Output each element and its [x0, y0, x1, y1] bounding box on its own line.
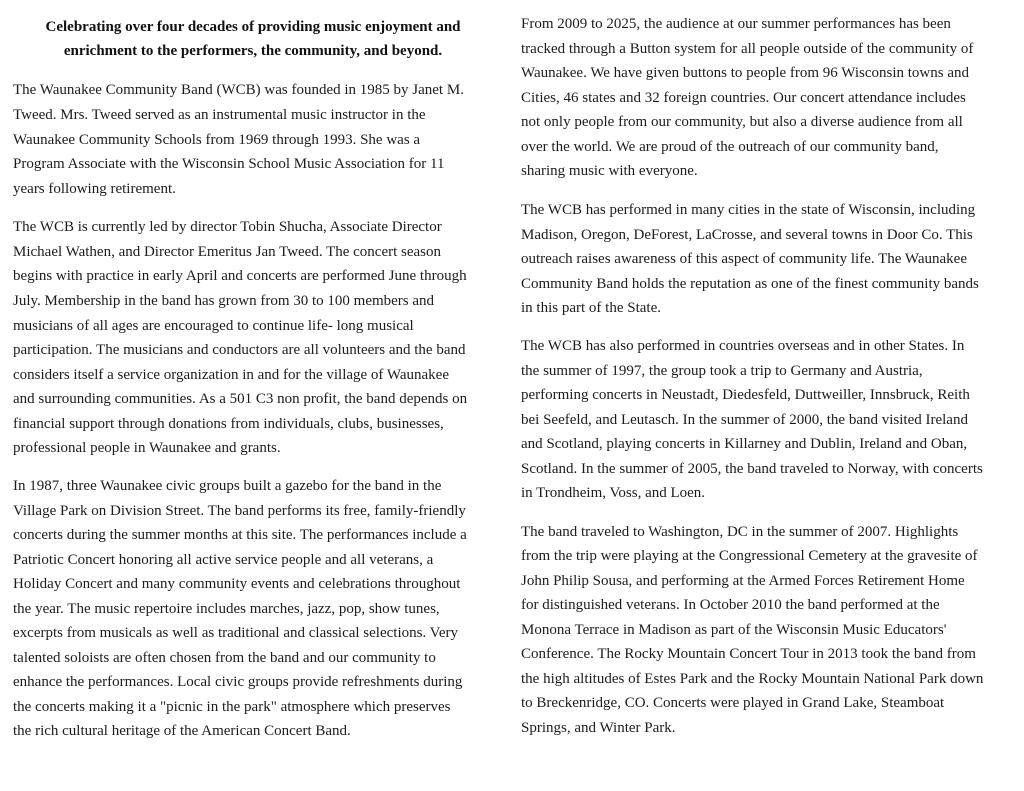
text-line: Conference. The Rocky Mountain Concert Tour in 2013 took the band from [521, 646, 976, 662]
text-line: begins with practice in early April and concerts are performed June through [13, 268, 467, 284]
text-line: the rich cultural heritage of the American Concert Band. [13, 723, 351, 739]
text-line: the year. The music repertoire includes marches, jazz, pop, show tunes, [13, 601, 440, 617]
text-line: Tweed. Mrs. Tweed served as an instrumental music instructor in the [13, 107, 426, 123]
text-line: July. Membership in the band has grown from 30 to 100 members and [13, 293, 435, 309]
text-line: The WCB has performed in many cities in the state of Wisconsin, including [521, 202, 976, 218]
text-line: Holiday Concert and many community events and celebrations throughout [13, 576, 461, 592]
text-line: The WCB has also performed in countries overseas and in other States. In [521, 338, 965, 354]
text-line: enhance the performances. Local civic groups provide refreshments during [13, 674, 463, 690]
heading-line-1: Celebrating over four decades of providing music enjoyment and [45, 19, 461, 35]
text-line: and surrounding communities. As a 501 C3 non profit, the band depends on [13, 391, 468, 407]
text-line: for distinguished veterans. In October 2010 the band performed at the [521, 597, 940, 613]
text-line: over the world. We are proud of the outreach of our community band, [521, 139, 939, 155]
text-line: In 1987, three Waunakee civic groups built a gazebo for the band in the [13, 478, 442, 494]
text-line: The WCB is currently led by director Tobin Shucha, Associate Director [13, 219, 442, 235]
text-line: Waunakee. We have given buttons to people from 96 Wisconsin towns and [521, 65, 970, 81]
text-line: concerts during the summer months at this site. The performances include a [13, 527, 467, 543]
text-line: bei Seefeld, and Leutasch. In the summer of 2000, the band visited Ireland [521, 412, 968, 428]
text-line: not only people from our community, but also a diverse audience from all [521, 114, 963, 130]
text-line: professional people in Waunakee and grants. [13, 440, 281, 456]
text-line: Scotland. In the summer of 2005, the band traveled to Norway, with concerts [521, 461, 983, 477]
text-line: excerpts from musicals as well as traditional and classical selections. Very [13, 625, 459, 641]
text-line: participation. The musicians and conductors are all volunteers and the band [13, 342, 466, 358]
text-line: the summer of 1997, the group took a trip to Germany and Austria, [521, 363, 923, 379]
text-line: talented soloists are often chosen from the band and our community to [13, 650, 436, 666]
text-line: the high altitudes of Estes Park and the Rocky Mountain National Park down [521, 671, 984, 687]
text-line: considers itself a service organization in and for the village of Waunakee [13, 367, 449, 383]
text-line: Village Park on Division Street. The band performs its free, family-friendly [13, 503, 466, 519]
text-line: in this part of the State. [521, 300, 661, 316]
text-line: Cities, 46 states and 32 foreign countries. Our concert attendance includes [521, 90, 966, 106]
text-line: John Philip Sousa, and performing at the Armed Forces Retirement Home [521, 573, 965, 589]
text-line: The band traveled to Washington, DC in the summer of 2007. Highlights [521, 524, 959, 540]
text-line: Waunakee Community Schools from 1969 through 1993. She was a [13, 132, 421, 148]
text-line: sharing music with everyone. [521, 163, 698, 179]
text-line: to Breckenridge, CO. Concerts were played in Grand Lake, Steamboat [521, 695, 945, 711]
text-line: and Scotland, playing concerts in Killarney and Dublin, Ireland and Oban, [521, 436, 968, 452]
text-line: The Waunakee Community Band (WCB) was founded in 1985 by Janet M. [13, 82, 464, 98]
text-line: Monona Terrace in Madison as part of the Wisconsin Music Educators' [521, 622, 947, 638]
text-line: years following retirement. [13, 181, 176, 197]
text-line: Patriotic Concert honoring all active service people and all veterans, a [13, 552, 434, 568]
text-line: Madison, Oregon, DeForest, LaCrosse, and several towns in Door Co. This [521, 227, 973, 243]
text-line: in Trondheim, Voss, and Loen. [521, 485, 706, 501]
text-line: Program Associate with the Wisconsin School Music Association for 11 [13, 156, 445, 172]
text-line: financial support through donations from individuals, clubs, businesses, [13, 416, 444, 432]
text-line: from the trip were playing at the Congressional Cemetery at the gravesite of [521, 548, 978, 564]
text-line: tracked through a Button system for all people outside of the community of [521, 41, 974, 57]
text-line: performing concerts in Neustadt, Diedesfeld, Duttweiller, Innsbruck, Reith [521, 387, 970, 403]
text-line: outreach raises awareness of this aspect of community life. The Waunakee [521, 251, 967, 267]
text-line: Springs, and Winter Park. [521, 720, 676, 736]
heading-line-2: enrichment to the performers, the community, and beyond. [63, 43, 443, 59]
text-line: Michael Wathen, and Director Emeritus Jan Tweed. The concert season [13, 244, 442, 260]
text-line: the concerts making it a "picnic in the park" atmosphere which preserves [13, 699, 451, 715]
text-line: From 2009 to 2025, the audience at our summer performances has been [521, 16, 951, 32]
text-line: Community Band holds the reputation as one of the finest community bands [521, 276, 979, 292]
text-line: musicians of all ages are encouraged to continue life- long musical [13, 318, 414, 334]
